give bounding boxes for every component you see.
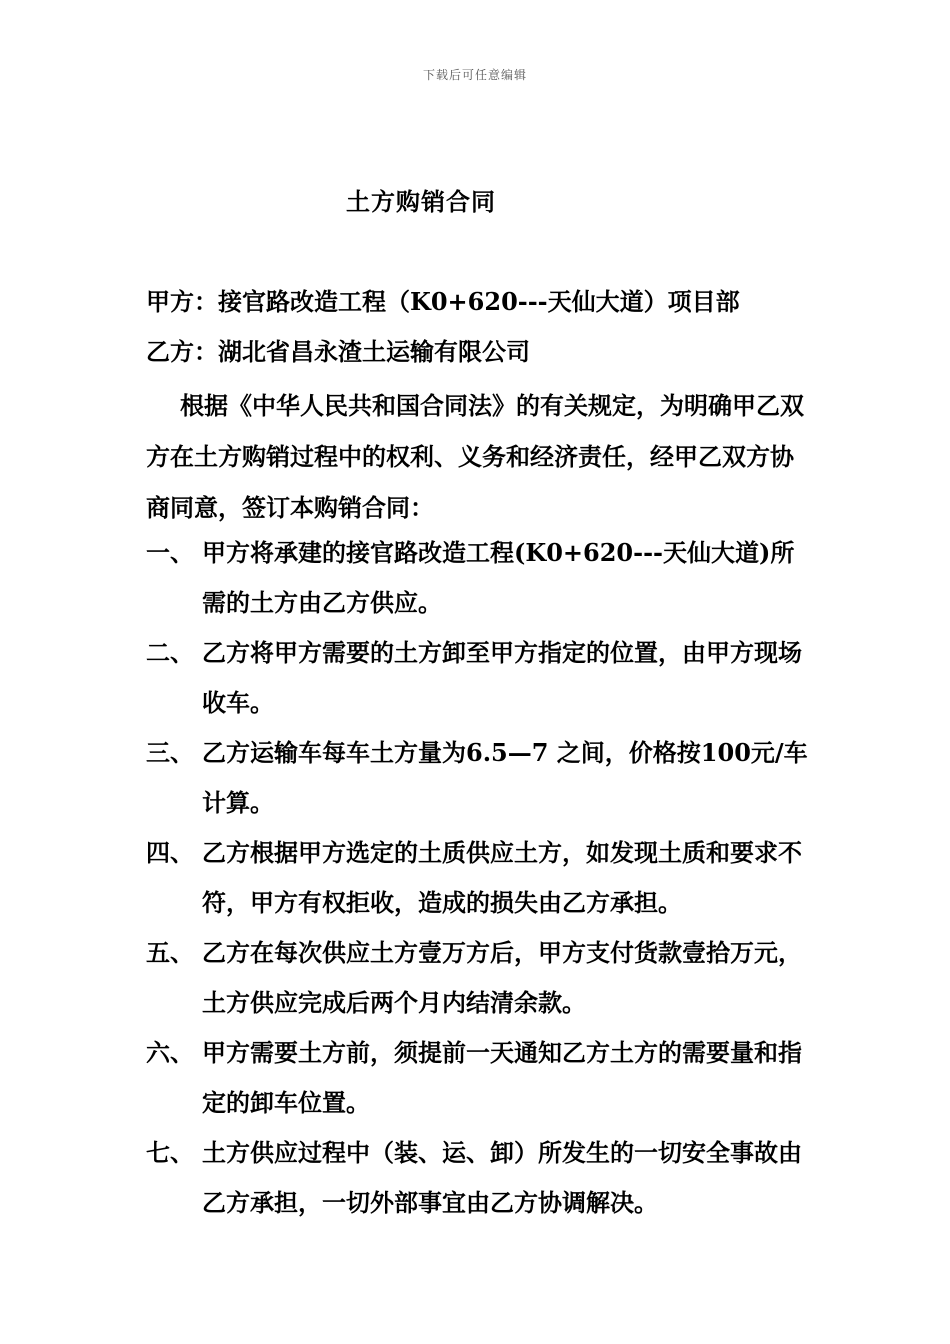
- preamble-paragraph: 根据《中华人民共和国合同法》的有关规定，为明确甲乙双方在土方购销过程中的权利、义务和经济责任，经甲乙双方协商同意，签订本购销合同：: [146, 391, 804, 522]
- clause-number: 三、: [146, 738, 194, 767]
- clause-number: 五、: [146, 938, 194, 967]
- clause-number: 二、: [146, 638, 194, 667]
- clause-number: 一、: [146, 538, 194, 567]
- clause-text: 乙方在每次供应土方壹万方后，甲方支付货款壹拾万元，土方供应完成后两个月内结清余款。: [202, 938, 802, 1017]
- clause-text: 甲方需要土方前，须提前一天通知乙方土方的需要量和指定的卸车位置。: [202, 1038, 802, 1117]
- party-a: 甲方：接官路改造工程（K0+620---天仙大道）项目部: [146, 287, 740, 316]
- clause-item: [146, 928, 816, 1028]
- clause-number: 六、: [146, 1038, 194, 1067]
- clause-item: [146, 628, 816, 728]
- clause-text: 甲方将承建的接官路改造工程(K0+620---天仙大道)所需的土方由乙方供应。: [202, 538, 795, 617]
- clause-item: [146, 1128, 816, 1228]
- clause-number: 四、: [146, 838, 194, 867]
- clause-item: [146, 828, 816, 928]
- clause-text: 乙方根据甲方选定的土质供应土方，如发现土质和要求不符，甲方有权拒收，造成的损失由乙方承担。: [202, 838, 802, 917]
- clause-item: [146, 728, 816, 828]
- clause-list: [146, 528, 816, 1228]
- party-b: 乙方：湖北省昌永渣土运输有限公司: [146, 337, 530, 366]
- clause-number: 七、: [146, 1138, 194, 1167]
- clause-item: [146, 528, 816, 628]
- clause-text: 土方供应过程中（装、运、卸）所发生的一切安全事故由乙方承担，一切外部事宜由乙方协调解决。: [202, 1138, 802, 1217]
- clause-item: [146, 1028, 816, 1128]
- clause-text: 乙方将甲方需要的土方卸至甲方指定的位置，由甲方现场收车。: [202, 638, 802, 717]
- header-note: 下载后可任意编辑: [422, 68, 527, 82]
- document-title: 土方购销合同: [346, 187, 496, 216]
- clause-text: 乙方运输车每车土方量为6.5—7 之间，价格按100元/车计算。: [202, 738, 808, 817]
